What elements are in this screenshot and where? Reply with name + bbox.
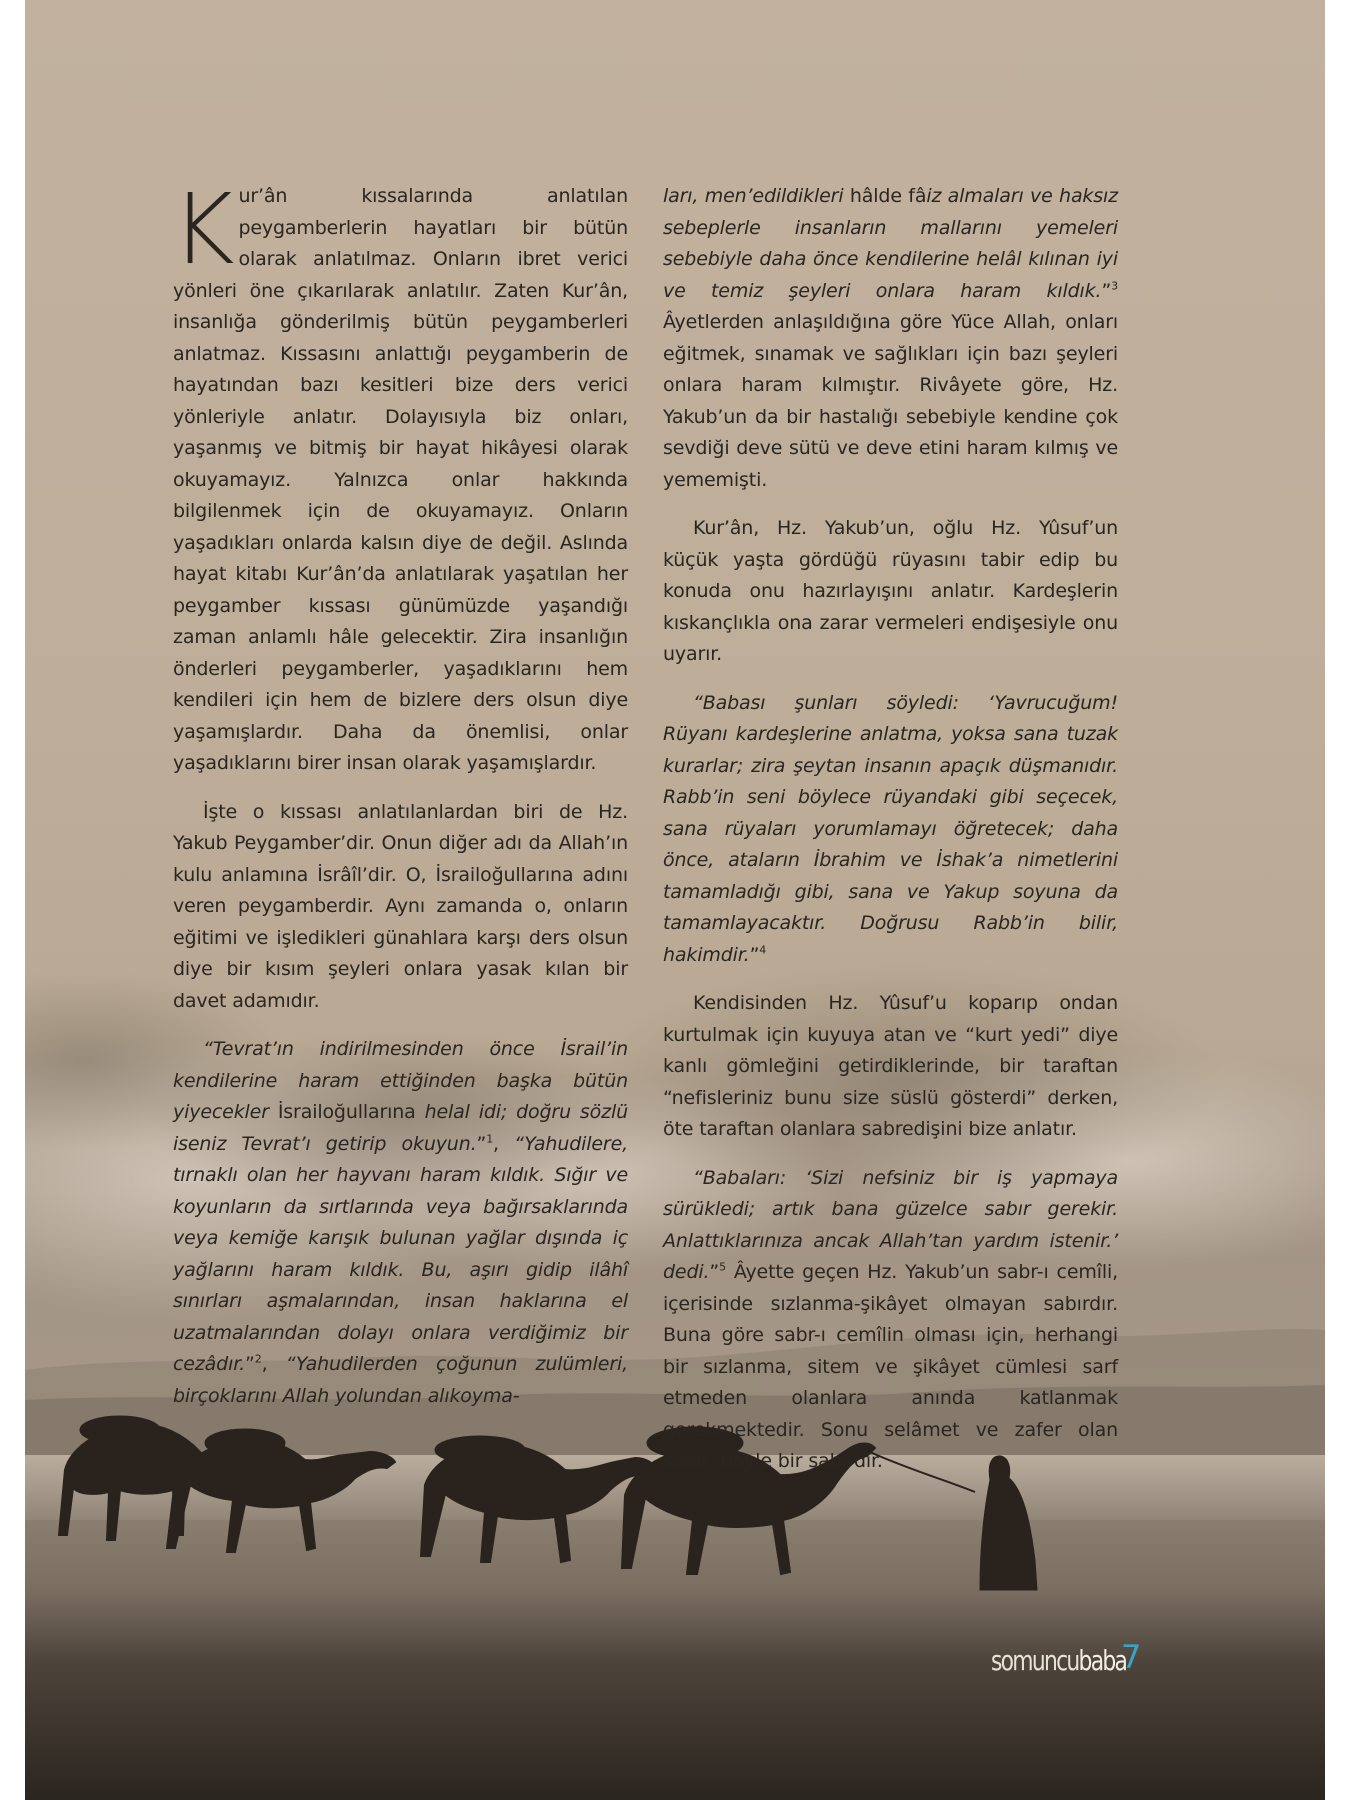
paragraph-verse-4 (663, 688, 1118, 972)
paragraph-yusuf-dream: Kur’ân, Hz. Yakub’un, oğlu Hz. Yûsuf’un küçük yaşta gördüğü rüyasını tabir edip bu konuda onu hazırlayışını anlatır. Kardeşlerin kıskançlıkla ona zarar vermeleri endişesiyle onu uyarır. (663, 517, 1118, 665)
page-footer (991, 1638, 1164, 1684)
footnote-ref-1: 1 (486, 1132, 494, 1146)
verse-quote-1b: İsrailoğullarına (268, 1101, 425, 1123)
paragraph-yakub: İşte o kıssası anlatılanlardan biri de Hz. Yakub Peygamber’dir. Onun diğer adı da Allah’ın kulu anlamına İsrâîl’dir. O, İsrailoğullarına adını veren peygamberdir. Aynı zamanda o, onların eğitimi ve işledikleri günahlara karşı ders olsun diye bir kısım şeyleri onlara yasak kılan bir davet adamıdır. (173, 800, 628, 1012)
verse-quote-3: “Yahudilerden çoğunun zulümleri, birçoklarını Allah yolundan alıkoyma- (173, 1353, 628, 1407)
intro-text: ur’ân kıssalarında anlatılan peygamberlerin hayatları bir bütün olarak anlatılmaz. Onların ibret verici yönleri öne çıkarılarak anlatılır. Zaten Kur’ân, insanlığa gönderilmiş bütün peygamberleri anlatmaz. Kıssasını anlattığı peygamberin de hayatından bazı kesitleri bize ders verici yönleriyle anlatır. Dolayısıyla biz onları, yaşanmış ve bitmiş bir hayat hikâyesi olarak okuyamayız. Yalnızca onlar hakkında bilgilenmek için de okuyamayız. Onların yaşadıkları onlarda kalsın diye de değil. Aslında hayat kitabı Kur’ân’da anlatılarak yaşatılan her peygamber kıssası günümüzde yaşandığı zaman anlamlı hâle gelecektir. Zira insanlığın önderleri peygamberler, yaşadıklarını hem kendileri için hem de bizlere ders olsun diye yaşamışlardır. Daha da önemlisi, onlar yaşadıklarını birer insan olarak yaşamışlardır. (173, 185, 628, 774)
patience-text: Âyette geçen Hz. Yakub’un sabr-ı cemîli, içerisinde sızlanma-şikâyet olmayan sabırdır. Buna göre sabr-ı cemîlin olması için, herhangi bir sızlanma, sitem ve şikâyet cümlesi sarf etmeden olanlara anında katlanmak gerekmektedir. Sonu selâmet ve zafer olan sabır, böyle bir sabırdır. (663, 1261, 1118, 1472)
verse-quote-3-cont-c: iz almaları ve haksız sebeplerle insanların mallarını yemeleri sebebiyle daha önce kendilerine helâl kılınan iyi ve temiz şeyleri onlara haram kıldık. (663, 185, 1118, 302)
separator-1: , (493, 1132, 515, 1155)
verse-quote-4-close: ” (749, 943, 760, 966)
footnote-ref-4: 4 (759, 943, 767, 957)
left-column (171, 173, 629, 1429)
magazine-logo (991, 1644, 1126, 1677)
verse-quote-1a: “Tevrat’ın indirilmesinden önce İsrail’in kendilerine haram ettiğinden başka bütün yiyecekler (173, 1038, 628, 1123)
intro-paragraph (171, 173, 628, 780)
footnote-ref-2: 2 (254, 1352, 262, 1366)
page-number: 7 (1121, 1638, 1142, 1676)
separator-2: , (261, 1353, 286, 1375)
verse-quote-2: “Yahudilere, tırnaklı olan her hayvanı haram kıldık. Sığır ve koyunların da sırtlarında veya bağırsaklarında veya kemiğe karışık bulunan yağlar dışında iç yağlarını haram kıldık. Bu, aşırı gidip ilâhî sınırları aşmalarından, insan haklarına el uzatmalarından dolayı onlara verdiğimiz bir cezâdır. (173, 1132, 629, 1375)
right-column (663, 181, 1118, 1495)
paragraph-patience (663, 1163, 1118, 1478)
verse-quote-1-close: ” (476, 1132, 487, 1155)
verse-quote-3-cont-b: hâlde fâ (843, 185, 927, 207)
verse-quote-1c: helal idi; doğru sözlü iseniz Tevrat’ı getirip okuyun. (173, 1101, 628, 1155)
paragraph-continued-text: Âyetlerden anlaşıldığına göre Yüce Allah, onları eğitmek, sınamak ve sağlıkları için bazı şeyleri onlara haram kılmıştır. Rivâyete göre, Hz. Yakub’un da bir hastalığı sebebiyle kendine çok sevdiği deve sütü ve deve etini haram kılmış ve yememişti. (663, 311, 1118, 491)
magazine-logo-part1: somuncu (991, 1644, 1079, 1677)
footnote-ref-3: 3 (1111, 279, 1118, 293)
paragraph-verses (173, 1034, 628, 1412)
verse-quote-5-close: ” (709, 1261, 720, 1283)
verse-quote-5: “Babaları: ‘Sizi nefsiniz bir iş yapmaya sürükledi; artık bana güzelce sabır gerekir. Anlattıklarınıza ancak Allah’tan yardım istenir.’ dedi. (663, 1166, 1118, 1283)
footnote-ref-5: 5 (719, 1260, 726, 1274)
verse-quote-4: “Babası şunları söyledi: ‘Yavrucuğum! Rüyanı kardeşlerine anlatma, yoksa sana tuzak kurarlar; zira şeytan insanın apaçık düşmanıdır. Rabb’in seni böylece rüyandaki gibi seçecek, sana rüyaları yorumlamayı öğretecek; daha önce, ataların İbrahim ve İshak’a nimetlerini tamamladığı gibi, sana ve Yakup soyuna da tamamlayacaktır. Doğrusu Rabb’in bilir, hakimdir. (663, 691, 1118, 966)
magazine-logo-part2: baba (1078, 1644, 1127, 1677)
verse-quote-2-close: ” (245, 1353, 255, 1375)
verse-quote-3-cont-a: ları, men’edildikleri (663, 185, 844, 207)
magazine-page (25, 0, 1325, 1800)
verse-quote-3-close: ” (1101, 279, 1112, 302)
paragraph-well: Kendisinden Hz. Yûsuf’u koparıp ondan kurtulmak için kuyuya atan ve “kurt yedi” diye kanlı gömleğini getirdiklerinde, bir taraftan “nefisleriniz bunu size süslü gösterdi” derken, öte taraftan olanlara sabredişini bize anlatır. (663, 992, 1118, 1140)
drop-cap: K (171, 173, 235, 286)
paragraph-continued (663, 181, 1118, 496)
